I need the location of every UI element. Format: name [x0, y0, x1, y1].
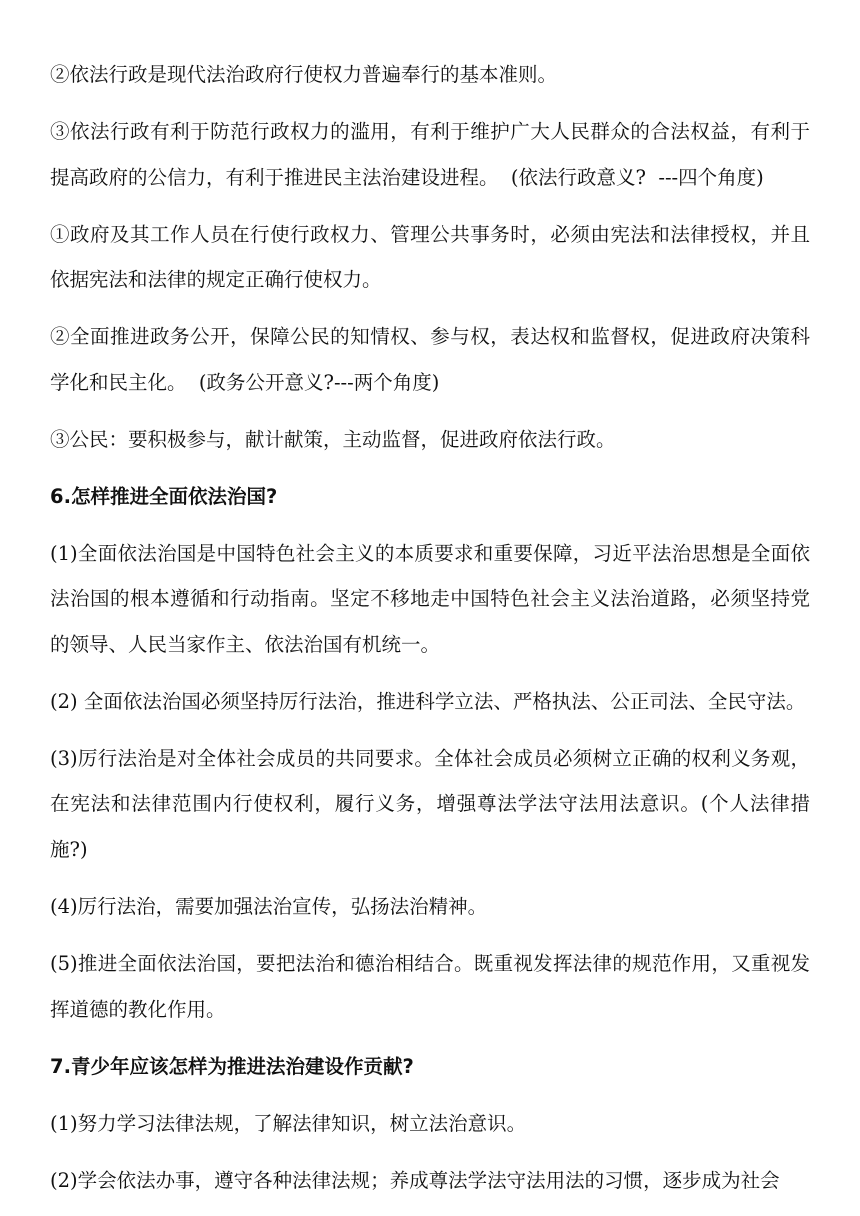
paragraph-item-2: (2) 全面依法治国必须坚持厉行法治，推进科学立法、严格执法、公正司法、全民守法。 [50, 689, 806, 713]
document-page [50, 52, 810, 1215]
paragraph-item-4: (4)厉行法治，需要加强法治宣传，弘扬法治精神。 [50, 895, 488, 919]
paragraph-rule-of-law-principle: ②依法行政是现代法治政府行使权力普遍奉行的基本准则。 [50, 63, 558, 86]
heading-question-6: 6.怎样推进全面依法治国? [50, 484, 278, 508]
paragraph-item-3: (3)厉行法治是对全体社会成员的共同要求。全体社会成员必须树立正确的权利义务观，在宪法和法律范围内行使权利，履行义务，增强尊法学法守法用法意识。(个人法律措施?) [50, 746, 810, 862]
paragraph-government-power: ①政府及其工作人员在行使行政权力、管理公共事务时，必须由宪法和法律授权，并且依据宪法和法律的规定正确行使权力。 [50, 222, 810, 292]
heading-question-7: 7.青少年应该怎样为推进法治建设作贡献? [50, 1054, 414, 1078]
paragraph-citizen-participation: ③公民：要积极参与，献计献策，主动监督，促进政府依法行政。 [50, 427, 616, 451]
paragraph-youth-item-2: (2)学会依法办事，遵守各种法律法规；养成尊法学法守法用法的习惯，逐步成为社会 [50, 1168, 780, 1192]
paragraph-item-1: (1)全面依法治国是中国特色社会主义的本质要求和重要保障，习近平法治思想是全面依法治国的根本遵循和行动指南。坚定不移地走中国特色社会主义法治道路，必须坚持党的领导、人民当家作主、依法治国有机统一。 [50, 541, 810, 656]
paragraph-item-5: (5)推进全面依法治国，要把法治和德治相结合。既重视发挥法律的规范作用，又重视发挥道德的教化作用。 [50, 952, 810, 1021]
paragraph-rule-of-law-significance: ③依法行政有利于防范行政权力的滥用，有利于维护广大人民群众的合法权益，有利于提高政府的公信力，有利于推进民主法治建设进程。 (依法行政意义? ---四个角度) [50, 119, 810, 189]
paragraph-government-transparency: ②全面推进政务公开，保障公民的知情权、参与权，表达权和监督权，促进政府决策科学化和民主化。 (政务公开意义?---两个角度) [50, 325, 810, 394]
paragraph-youth-item-1: (1)努力学习法律法规，了解法律知识，树立法治意识。 [50, 1111, 527, 1135]
